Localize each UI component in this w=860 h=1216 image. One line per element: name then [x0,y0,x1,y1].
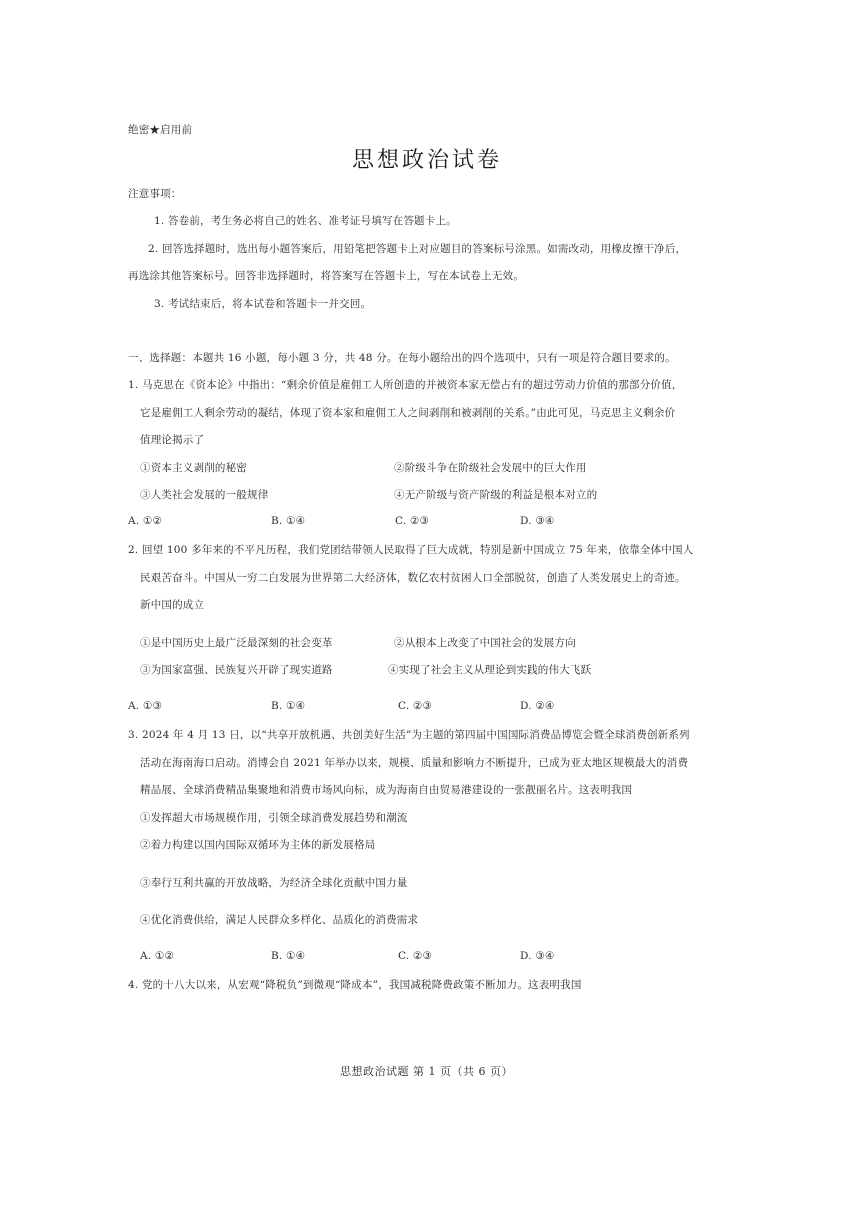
q2-statement-2: ②从根本上改变了中国社会的发展方向 [394,637,576,649]
page-title: 思想政治试卷 [352,148,503,173]
q3-statement-1: ①发挥超大市场规模作用，引领全球消费发展趋势和潮流 [140,812,408,824]
q1-choice-a: A. ①② [128,515,163,527]
q2-choice-a: A. ①③ [128,700,163,712]
note-2-line-1: 2. 回答选择题时，选出每小题答案后，用铅笔把答题卡上对应题目的答案标号涂黑。如需改动，用橡皮擦干净后， [148,243,687,255]
q3-stem-line-1: 3. 2024 年 4 月 13 日，以“共享开放机遇、共创美好生活”为主题的第四届中国国际消费品博览会暨全球消费创新系列 [128,729,690,741]
q1-statement-3: ③人类社会发展的一般规律 [140,489,269,501]
page-footer: 思想政治试题 第 1 页（共 6 页） [340,1065,513,1078]
q1-stem-line-1: 1. 马克思在《资本论》中指出：“剩余价值是雇佣工人所创造的并被资本家无偿占有的超过劳动力价值的那部分价值， [128,379,683,391]
q2-choice-c: C. ②③ [398,700,433,712]
q2-stem-line-3: 新中国的成立 [140,599,205,611]
q1-statement-1: ①资本主义剥削的秘密 [140,462,247,474]
q3-stem-line-2: 活动在海南海口启动。消博会自 2021 年举办以来，规模、质量和影响力不断提升，已成为亚太地区规模最大的消费 [140,757,689,769]
q3-choice-c: C. ②③ [398,950,433,962]
q2-statement-3: ③为国家富强、民族复兴开辟了现实道路 [140,664,333,676]
q3-choice-a: A. ①② [140,950,175,962]
q3-choice-b: B. ①④ [271,950,306,962]
q1-stem-line-2: 它是雇佣工人剩余劳动的凝结，体现了资本家和雇佣工人之间剥削和被剥削的关系。”由此可见，马克思主义剩余价 [140,407,676,419]
q3-statement-2: ②着力构建以国内国际双循环为主体的新发展格局 [140,839,376,851]
q2-stem-line-1: 2. 回望 100 多年来的不平凡历程，我们党团结带领人民取得了巨大成就，特别是新中国成立 75 年来，依靠全体中国人 [128,544,694,556]
note-2-line-2: 再选涂其他答案标号。回答非选择题时，将答案写在答题卡上，写在本试卷上无效。 [128,270,524,282]
q2-statement-4: ④实现了社会主义从理论到实践的伟大飞跃 [388,664,592,676]
q3-statement-4: ④优化消费供给，满足人民群众多样化、品质化的消费需求 [140,914,419,926]
q3-statement-3: ③奉行互利共赢的开放战略，为经济全球化贡献中国力量 [140,877,408,889]
q1-choice-b: B. ①④ [271,515,306,527]
section-heading: 一、选择题：本题共 16 小题，每小题 3 分，共 48 分。在每小题给出的四个选项中，只有一项是符合题目要求的。 [128,352,676,364]
confidential-label: 绝密★启用前 [128,124,193,136]
q1-stem-line-3: 值理论揭示了 [140,434,205,446]
q1-choice-d: D. ③④ [520,515,555,527]
q2-stem-line-2: 民艰苦奋斗。中国从一穷二白发展为世界第二大经济体，数亿农村贫困人口全部脱贫，创造了人类发展史上的奇迹。 [140,572,686,584]
notes-heading: 注意事项： [128,188,182,200]
q1-statement-4: ④无产阶级与资产阶级的利益是根本对立的 [394,489,598,501]
q2-statement-1: ①是中国历史上最广泛最深刻的社会变革 [140,637,333,649]
q3-choice-d: D. ③④ [520,950,555,962]
q1-choice-c: C. ②③ [395,515,430,527]
note-3: 3. 考试结束后，将本试卷和答题卡一并交回。 [154,298,372,310]
q4-stem-line-1: 4. 党的十八大以来，从宏观“降税负”到微观“降成本”，我国减税降费政策不断加力。这表明我国 [128,979,582,991]
q2-choice-d: D. ②④ [520,700,555,712]
note-1: 1. 答卷前，考生务必将自己的姓名、准考证号填写在答题卡上。 [154,215,457,227]
q1-statement-2: ②阶级斗争在阶级社会发展中的巨大作用 [394,462,587,474]
q2-choice-b: B. ①④ [271,700,306,712]
q3-stem-line-3: 精品展、全球消费精品集聚地和消费市场风向标，成为海南自由贸易港建设的一张靓丽名片。这表明我国 [140,784,633,796]
